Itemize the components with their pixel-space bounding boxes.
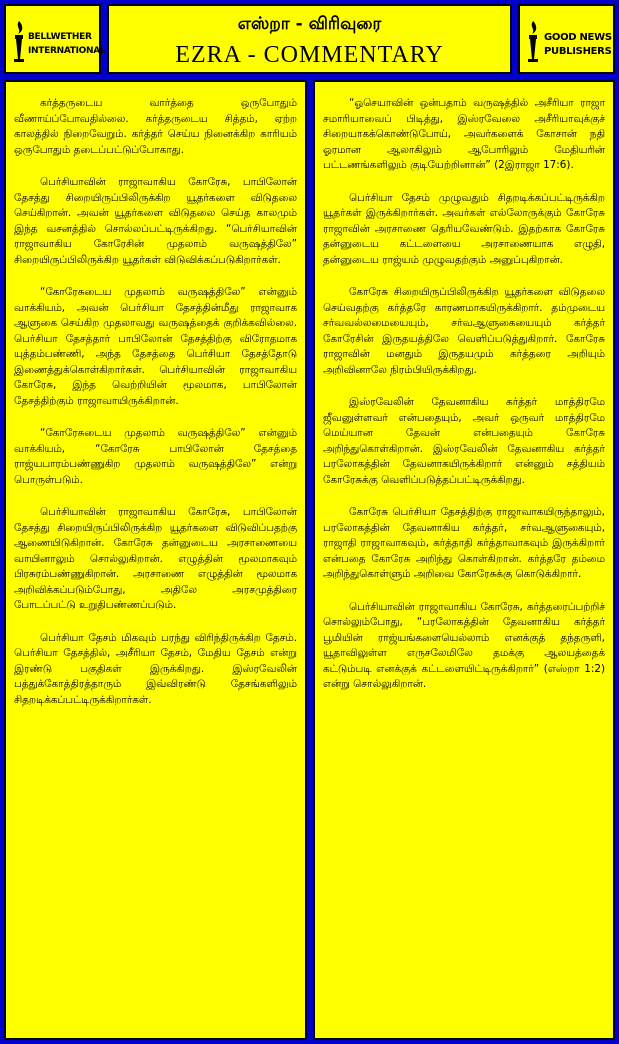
good-news-logo xyxy=(518,4,615,74)
right-column xyxy=(313,80,615,1040)
right-paragraph: “ஓசெயாவின் ஒன்பதாம் வருஷத்தில் அசீரியா ராஜா சமாரியாவைப் பிடித்து, இஸ்ரவேலை அசீரியாவுக்குச் சிறையாகக்கொண்டுபோய், அவர்களைக் கோசான் நதி ஓரமான ஆலாகிலும் ஆபோரிலும் மேதியரின் பட்டணங்களிலும் குடியேற்றினான்” (2இராஜா 17:6). xyxy=(323,97,605,171)
left-paragraph: “கோரேசுடைய முதலாம் வருஷத்திலே” என்னும் வாக்கியம், “கோரேசு பாபிலோன் தேசத்தை ராஜ்யபாரம்பண்ணுகிற முதலாம் வருஷத்திலே” என்று பொருள்படும். xyxy=(14,427,297,486)
right-paragraph: கோரேசு பெர்சியா தேசத்திற்கு ராஜாவாகயிருந்தாலும், பரலோகத்தின் தேவனாகிய கர்த்தர், சர்வஆளுகையும், ராஜாதி ராஜாவாகவும், கர்த்தாதி கர்த்தாவாகவும் இருக்கிறார் என்பதை கோரேசு அறிந்து கொள்கிறான். கர்த்தரே தம்மை அறிந்துகொள்ளும் அறிவை கோரேசுக்கு கொடுக்கிறார். xyxy=(323,506,605,580)
title-english: EZRA - COMMENTARY xyxy=(175,42,444,68)
right-paragraph: பெர்சியாவின் ராஜாவாகிய கோரேசு, கர்த்தரைப்பற்றிச் சொல்லும்போது, “பரலோகத்தின் தேவனாகிய கர்த்தர் பூமியின் ராஜ்யங்களையெல்லாம் எனக்குத் தந்தருளி, யூதாவிலுள்ள எருசலேமிலே தமக்கு ஆலயத்தைக் கட்டும்படி எனக்குக் கட்டளையிட்டிருக்கிறார்” (எஸ்றா 1:2) என்று சொல்லுகிறான். xyxy=(323,600,605,690)
logo-left-line1: BELLWETHER xyxy=(28,32,92,42)
bellwether-logo xyxy=(4,4,106,74)
left-paragraph: கர்த்தருடைய வார்த்தை ஒருபோதும் வீணாய்ப்போவதில்லை. கர்த்தருடைய சித்தம், ஏற்ற காலத்தில் நிறைவேறும். கர்த்தர் செய்ய நினைக்கிற காரியம் ஒருபோதும் தடைப்பட்டுப்போகாது. xyxy=(14,97,297,156)
left-paragraph: பெர்சியா தேசம் மிகவும் பரந்து விரிந்திருக்கிற தேசம். பெர்சியா தேசத்தில், அசீரியா தேசம், மேதிய தேசம் என்று இரண்டு பகுதிகள் இருக்கிறது. இஸ்ரவேலின் பத்துக்கோத்திரத்தாரும் இவ்விரண்டு தேசங்களிலும் சிதறடிக்கப்பட்டிருக்கிறார்கள். xyxy=(14,631,297,706)
left-paragraph: பெர்சியாவின் ராஜாவாகிய கோரேசு, பாபிலோன் தேசத்து சிறையிருப்பிலிருக்கிற யூதர்களை விடுவிப்பதற்கு ஆணையிடுகிறான். கோரேசு தன்னுடைய அரசாணையை வாயினாலும் சொல்லுகிறான். எழுத்தின் மூலமாகவும் பிரசுரம்பண்ணுகிறான். அரசாணை எழுத்தின் மூலமாக அறிவிக்கப்படும்போது, அதிலே அரசமுத்திரை போடப்பட்டு உறுதிபண்ணப்படும். xyxy=(14,506,297,611)
right-paragraph: கோரேசு சிறையிருப்பிலிருக்கிற யூதர்களை விடுதலை செய்வதற்கு கர்த்தரே காரணமாகயிருக்கிறார். தம்முடைய சர்வவல்லமையையும், சர்வஆளுகையையும் கர்த்தர் கோரேசின் இருதயத்திலே வெளிப்படுத்துகிறார். கோரேசு ராஜாவின் மனதும் இருதயமும் கர்த்தரை அறியும் அறிவினாலே நிரம்பியிருக்கிறது. xyxy=(323,286,605,376)
torch-icon xyxy=(525,19,541,63)
logo-right-line1: GOOD NEWS xyxy=(544,32,612,43)
left-paragraph: பெர்சியாவின் ராஜாவாகிய கோரேசு, பாபிலோன் தேசத்து சிறையிருப்பிலிருக்கிற யூதர்களை விடுதலை செய்கிறான். அவன் யூதர்களை விடுதலை செய்த காலமும் இந்த வசனத்தில் சொல்லப்பட்டிருக்கிறது. “பெர்சியாவின் ராஜாவாகிய கோரேசின் முதலாம் வருஷத்திலே” சிறையிருப்பிலிருக்கிற யூதர்கள் விடுவிக்கப்படுகிறார்கள். xyxy=(14,176,297,266)
left-column xyxy=(4,80,307,1040)
right-paragraph: பெர்சியா தேசம் முழுவதும் சிதறடிக்கப்பட்டிருக்கிற யூதர்கள் இருக்கிறார்கள். அவர்கள் எல்லோருக்கும் கோரேசு ராஜாவின் அரசாணை தெரியவேண்டும். இதற்காக கோரேசு தன்னுடைய கட்டளையை அரசாணையாக எழுதி, தன்னுடைய ராஜ்யம் முழுவதற்கும் அனுப்புகிறான். xyxy=(323,191,605,266)
torch-icon xyxy=(11,19,27,63)
title-tamil: எஸ்றா - விரிவுரை xyxy=(237,14,382,34)
logo-right-line2: PUBLISHERS xyxy=(544,46,612,57)
title-box xyxy=(107,4,512,74)
logo-left-line2: INTERNATIONAL xyxy=(28,46,106,56)
right-paragraph: இஸ்ரவேலின் தேவனாகிய கர்த்தர் மாத்திரமே ஜீவனுள்ளவர் என்பதையும், அவர் ஒருவர் மாத்திரமே மெய்யான தேவன் என்பதையும் கோரேசு அறிந்துகொள்கிறான். இஸ்ரவேலின் தேவனாகிய கர்த்தர் பரலோகத்தின் தேவனாகயிருக்கிறார் என்னும் சத்தியம் கோரேசுக்கு வெளிப்படுத்தப்பட்டிருக்கிறது. xyxy=(323,396,605,486)
left-paragraph: “கோரேசுடைய முதலாம் வருஷத்திலே” என்னும் வாக்கியம், அவன் பெர்சியா தேசத்தின்மீது ராஜாவாக ஆளுகை செய்கிற முதலாவது வருஷத்தைக் குறிக்கவில்லை. பெர்சியா தேசத்தார் பாபிலோன் தேசத்திற்கு விரோதமாக யுத்தம்பண்ணி, அந்த தேசத்தை பெர்சியா தேசத்தோடு இணைத்துக்கொள்கிறார்கள். பெர்சியாவின் ராஜாவாகிய கோரேசு, இந்த வெற்றியின் மூலமாக, பாபிலோன் தேசத்திற்கும் ராஜாவாயிருக்கிறான். xyxy=(14,286,297,407)
